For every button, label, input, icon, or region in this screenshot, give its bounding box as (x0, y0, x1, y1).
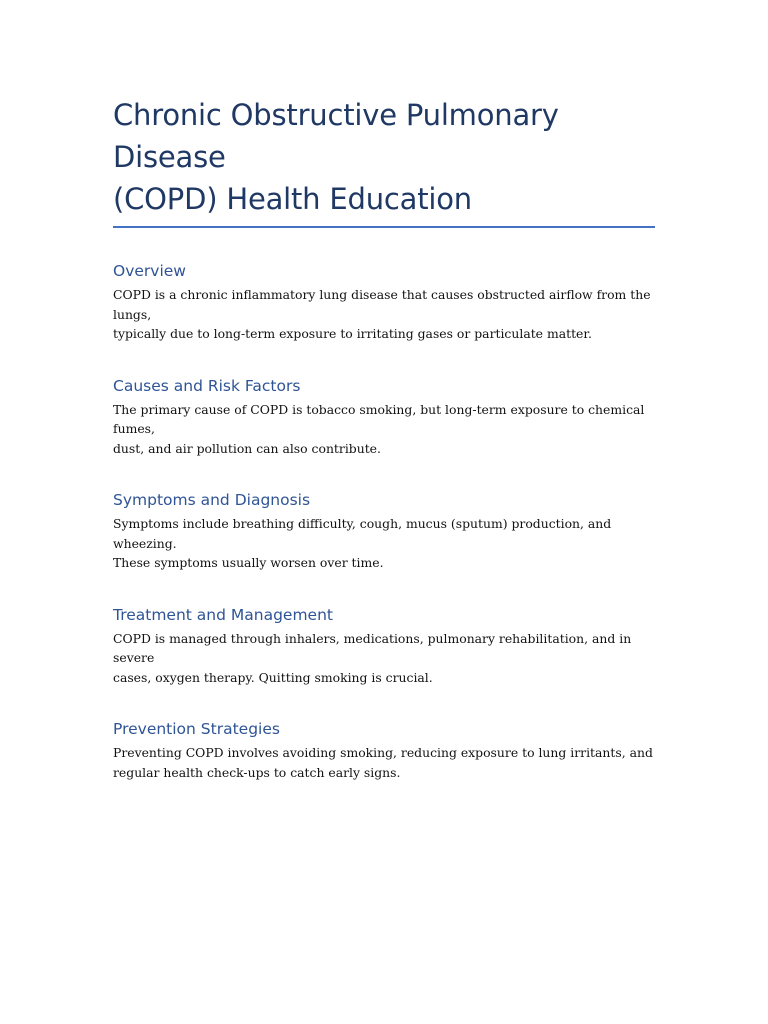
section-heading: Causes and Risk Factors (113, 376, 301, 395)
section-body (113, 285, 655, 344)
body-line: dust, and air pollution can also contribute. (113, 440, 381, 456)
body-line: cases, oxygen therapy. Quitting smoking is crucial. (113, 669, 433, 685)
section-body (113, 400, 655, 459)
document-page (113, 94, 655, 782)
section-body (113, 514, 655, 573)
body-line: Symptoms include breathing difficulty, cough, mucus (sputum) production, and wheezing. (113, 516, 612, 551)
section-body (113, 629, 655, 688)
section-heading: Overview (113, 262, 186, 280)
section-heading: Treatment and Management (113, 605, 333, 624)
body-line: COPD is managed through inhalers, medications, pulmonary rehabilitation, and in severe (113, 630, 632, 665)
body-line: The primary cause of COPD is tobacco smoking, but long-term exposure to chemical fumes, (113, 401, 645, 436)
title-line-1: Chronic Obstructive Pulmonary Disease (113, 98, 559, 174)
section-body (113, 743, 655, 782)
document-title (113, 94, 655, 220)
section-prevention (113, 719, 655, 782)
body-line: typically due to long-term exposure to irritating gases or particulate matter. (113, 326, 592, 341)
section-heading: Prevention Strategies (113, 720, 280, 738)
section-causes (113, 376, 655, 459)
body-line: COPD is a chronic inflammatory lung disease that causes obstructed airflow from the lungs, (113, 287, 651, 322)
section-treatment (113, 605, 655, 688)
title-line-2: (COPD) Health Education (113, 182, 472, 216)
body-line: Preventing COPD involves avoiding smoking, reducing exposure to lung irritants, and (113, 745, 653, 760)
section-symptoms (113, 490, 655, 573)
section-overview (113, 261, 655, 344)
title-underline (113, 226, 655, 228)
section-heading: Symptoms and Diagnosis (113, 491, 311, 509)
body-line: These symptoms usually worsen over time. (113, 555, 384, 570)
body-line: regular health check-ups to catch early signs. (113, 764, 401, 780)
